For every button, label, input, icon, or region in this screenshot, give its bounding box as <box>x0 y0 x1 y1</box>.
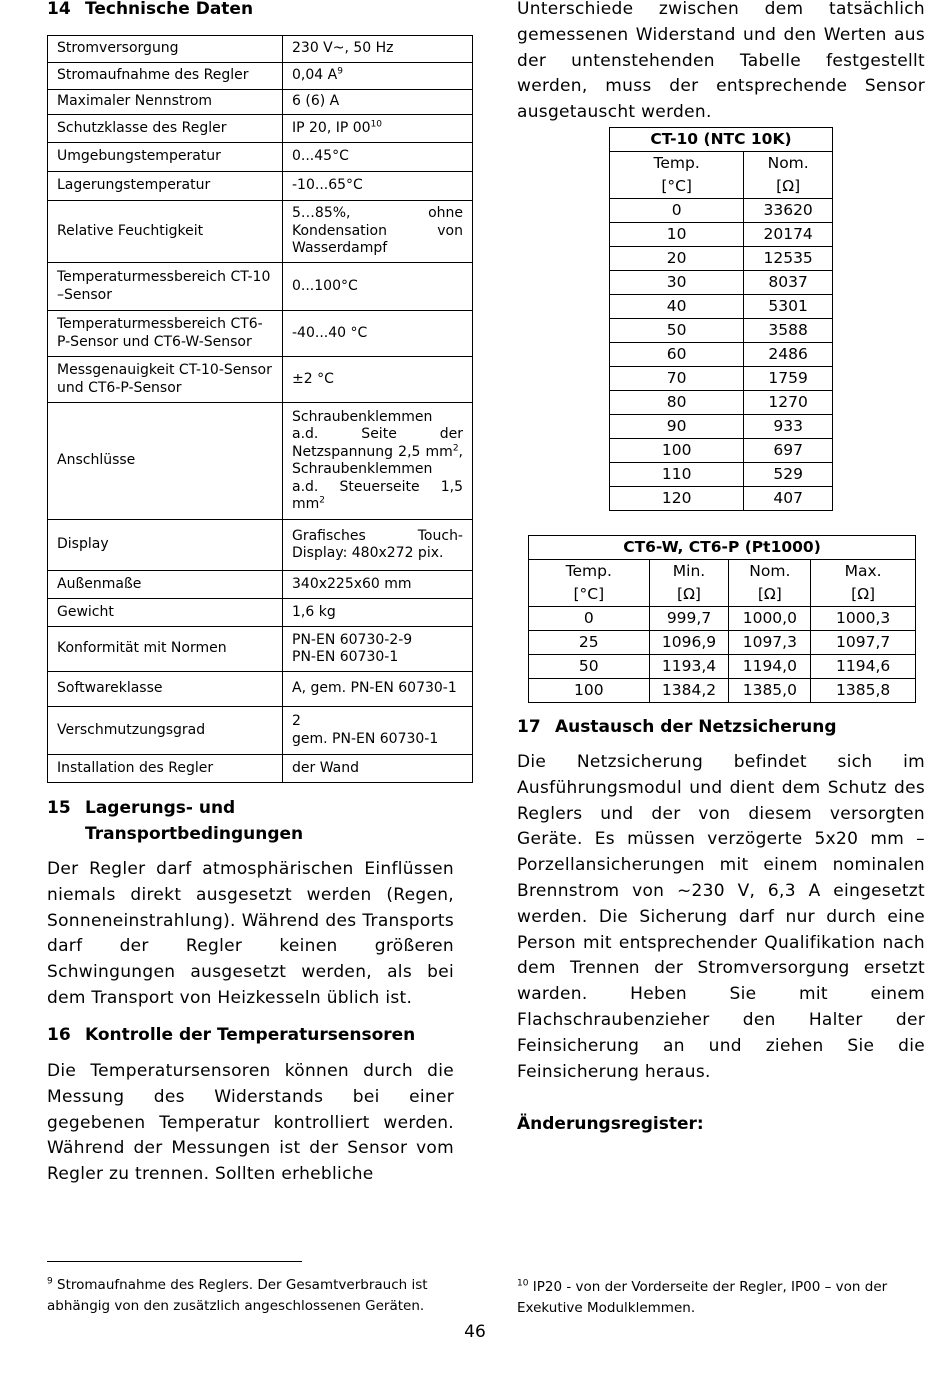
table-header-row <box>610 152 833 176</box>
spec-row <box>48 403 473 520</box>
table-header-row <box>529 560 916 584</box>
table-header: [Ω] <box>729 583 811 607</box>
table-cell: 30 <box>610 271 744 295</box>
table-cell: 1000,3 <box>811 607 916 631</box>
spec-row <box>48 63 473 90</box>
spec-value: der Wand <box>283 755 473 783</box>
table-cell: 1097,7 <box>811 631 916 655</box>
table-cell: 1000,0 <box>729 607 811 631</box>
table-cell: 0 <box>610 199 744 223</box>
spec-row <box>48 707 473 755</box>
spec-key: Stromaufnahme des Regler <box>48 63 283 90</box>
table-row <box>610 391 833 415</box>
table-row <box>610 199 833 223</box>
spec-key: Stromversorgung <box>48 36 283 63</box>
table-cell: 50 <box>529 655 650 679</box>
spec-value: PN-EN 60730-2-9 PN-EN 60730-1 <box>283 627 473 672</box>
table-cell: 100 <box>529 679 650 703</box>
table-title-row <box>529 536 916 560</box>
table-header: [Ω] <box>811 583 916 607</box>
table-cell: 529 <box>744 463 833 487</box>
spec-value: Schraubenklemmen a.d. Seite der Netzspannung 2,5 $mm^2$, Schraubenklemmen a.d. Steuerseite 1,5 $mm^2$ <box>283 403 473 520</box>
ct10-resistance-table <box>609 127 833 511</box>
spec-key: Umgebungstemperatur <box>48 143 283 172</box>
table-cell: 2486 <box>744 343 833 367</box>
spec-value: -40...40 °C <box>283 311 473 357</box>
spec-value: 5…85%, ohne Kondensation von Wasserdampf <box>283 201 473 263</box>
footnote-10: $^{10}$ IP20 - von der Vorderseite der Regler, IP00 – von der Exekutive Modulklemmen. <box>517 1278 888 1316</box>
spec-row <box>48 115 473 143</box>
table-header-row <box>610 175 833 199</box>
spec-value: 1,6 kg <box>283 599 473 627</box>
table-header: Nom. <box>744 152 833 176</box>
change-register-heading: Änderungsregister: <box>517 1114 704 1134</box>
table-header: [Ω] <box>649 583 729 607</box>
spec-value: 0,04 $A^9$ <box>283 63 473 90</box>
table-row <box>610 223 833 247</box>
spec-row <box>48 357 473 403</box>
spec-key: Anschlüsse <box>48 403 283 520</box>
page-number: 46 <box>464 1322 486 1342</box>
section-17-heading: 17 Austausch der Netzsicherung <box>517 717 837 737</box>
table-cell: 1385,8 <box>811 679 916 703</box>
table-cell: 1270 <box>744 391 833 415</box>
spec-key: Messgenauigkeit CT-10-Sensor und CT6-P-Sensor <box>48 357 283 403</box>
spec-value: A, gem. PN-EN 60730-1 <box>283 672 473 707</box>
table-row <box>610 247 833 271</box>
table-row <box>610 319 833 343</box>
spec-row <box>48 755 473 783</box>
section-16-text-continued: Unterschiede zwischen dem tatsächlich gemessenen Widerstand und den Werten aus der untenstehenden Tabelle festgestellt werden, muss der entsprechende Sensor ausgetauscht werden. <box>517 0 925 123</box>
spec-row <box>48 172 473 201</box>
table-row <box>610 463 833 487</box>
spec-key: Konformität mit Normen <box>48 627 283 672</box>
table-cell: 100 <box>610 439 744 463</box>
table-cell: 8037 <box>744 271 833 295</box>
technical-data-table <box>47 35 473 783</box>
table-row <box>529 607 916 631</box>
table-cell: 1097,3 <box>729 631 811 655</box>
spec-key: Relative Feuchtigkeit <box>48 201 283 263</box>
table-cell: 110 <box>610 463 744 487</box>
section-16-text: Die Temperatursensoren können durch die Messung des Widerstands bei einer gegebenen Temperatur kontrolliert werden. Während der Messungen ist der Sensor vom Regler zu trennen. Sollten erhebliche <box>47 1061 454 1185</box>
spec-key: Schutzklasse des Regler <box>48 115 283 143</box>
table-row <box>529 655 916 679</box>
table-header: Temp. <box>610 152 744 176</box>
table-cell: 90 <box>610 415 744 439</box>
table-cell: 3588 <box>744 319 833 343</box>
spec-value: 230 V~, 50 Hz <box>283 36 473 63</box>
table-cell: 120 <box>610 487 744 511</box>
spec-key: Temperaturmessbereich CT6-P-Sensor und CT6-W-Sensor <box>48 311 283 357</box>
table-title: CT-10 (NTC 10K) <box>610 128 833 152</box>
section-14-heading: 14 Technische Daten <box>47 0 254 19</box>
spec-row <box>48 571 473 599</box>
spec-key: Gewicht <box>48 599 283 627</box>
spec-row <box>48 90 473 115</box>
table-row <box>610 439 833 463</box>
table-cell: 20174 <box>744 223 833 247</box>
spec-value: 2 gem. PN-EN 60730-1 <box>283 707 473 755</box>
spec-row <box>48 311 473 357</box>
table-cell: 1385,0 <box>729 679 811 703</box>
table-header: Temp. <box>529 560 650 584</box>
table-row <box>529 631 916 655</box>
table-cell: 70 <box>610 367 744 391</box>
table-cell: 33620 <box>744 199 833 223</box>
table-cell: 697 <box>744 439 833 463</box>
spec-key: Softwareklasse <box>48 672 283 707</box>
table-row <box>610 415 833 439</box>
table-header: [°C] <box>610 175 744 199</box>
table-cell: 1194,0 <box>729 655 811 679</box>
spec-row <box>48 627 473 672</box>
table-cell: 1193,4 <box>649 655 729 679</box>
table-cell: 80 <box>610 391 744 415</box>
table-row <box>610 343 833 367</box>
table-cell: 407 <box>744 487 833 511</box>
table-cell: 0 <box>529 607 650 631</box>
table-cell: 1194,6 <box>811 655 916 679</box>
spec-row <box>48 36 473 63</box>
table-cell: 60 <box>610 343 744 367</box>
table-cell: 25 <box>529 631 650 655</box>
table-cell: 5301 <box>744 295 833 319</box>
table-row <box>529 679 916 703</box>
spec-value: ±2 °C <box>283 357 473 403</box>
spec-row <box>48 263 473 311</box>
spec-row <box>48 672 473 707</box>
spec-value: 340x225x60 mm <box>283 571 473 599</box>
table-header: Max. <box>811 560 916 584</box>
spec-value: 6 (6) A <box>283 90 473 115</box>
table-cell: 933 <box>744 415 833 439</box>
spec-key: Lagerungstemperatur <box>48 172 283 201</box>
table-row <box>610 295 833 319</box>
footnote-9: $^9$ Stromaufnahme des Reglers. Der Gesamtverbrauch ist abhängig von den zusätzlich angeschlossenen Geräten. <box>47 1276 428 1314</box>
spec-key: Temperaturmessbereich CT-10 –Sensor <box>48 263 283 311</box>
spec-key: Verschmutzungsgrad <box>48 707 283 755</box>
table-cell: 999,7 <box>649 607 729 631</box>
table-row <box>610 367 833 391</box>
table-cell: 12535 <box>744 247 833 271</box>
spec-key: Außenmaße <box>48 571 283 599</box>
spec-value: Grafisches Touch-Display: 480x272 pix. <box>283 520 473 571</box>
spec-row <box>48 520 473 571</box>
section-17-text: Die Netzsicherung befindet sich im Ausführungsmodul und dient dem Schutz des Reglers und der von diesem versorgten Geräte. Es müssen verzögerte 5x20 mm – Porzellansicherungen mit einem nominalen Brennstrom von ~230 V, 6,3 A eingesetzt werden. Die Sicherung darf nur durch eine Person mit entsprechender Qualifikation nach dem Trennen der Stromversorgung ersetzt warden. Heben Sie mit einem Flachschraubenzieher den Halter der Feinsicherung an und ziehen Sie die Feinsicherung heraus. <box>517 752 925 1082</box>
footnote-separator <box>47 1261 302 1262</box>
spec-key: Display <box>48 520 283 571</box>
spec-value: 0...100°C <box>283 263 473 311</box>
table-header: [Ω] <box>744 175 833 199</box>
ct6-resistance-table <box>528 535 916 703</box>
section-15-heading: 15 Lagerungs- und Transportbedingungen <box>47 798 304 844</box>
table-cell: 20 <box>610 247 744 271</box>
table-header: Min. <box>649 560 729 584</box>
spec-row <box>48 599 473 627</box>
table-cell: 1096,9 <box>649 631 729 655</box>
spec-value: -10...65°C <box>283 172 473 201</box>
table-header: [°C] <box>529 583 650 607</box>
spec-key: Maximaler Nennstrom <box>48 90 283 115</box>
table-cell: 1384,2 <box>649 679 729 703</box>
table-cell: 50 <box>610 319 744 343</box>
table-row <box>610 271 833 295</box>
table-row <box>610 487 833 511</box>
section-15-text: Der Regler darf atmosphärischen Einflüssen niemals direkt ausgesetzt werden (Regen, Sonneneinstrahlung). Während des Transports darf der Regler keinen größeren Schwingungen ausgesetzt werden, als bei dem Transport von Heizkesseln üblich ist. <box>47 859 454 1008</box>
table-cell: 40 <box>610 295 744 319</box>
table-header: Nom. <box>729 560 811 584</box>
spec-key: Installation des Regler <box>48 755 283 783</box>
section-16-heading: 16 Kontrolle der Temperatursensoren <box>47 1025 416 1045</box>
table-header-row <box>529 583 916 607</box>
spec-value: IP 20, IP $00^{10}$ <box>283 115 473 143</box>
spec-row <box>48 201 473 263</box>
spec-value: 0...45°C <box>283 143 473 172</box>
table-cell: 10 <box>610 223 744 247</box>
spec-row <box>48 143 473 172</box>
table-title-row <box>610 128 833 152</box>
table-title: CT6-W, CT6-P (Pt1000) <box>529 536 916 560</box>
table-cell: 1759 <box>744 367 833 391</box>
